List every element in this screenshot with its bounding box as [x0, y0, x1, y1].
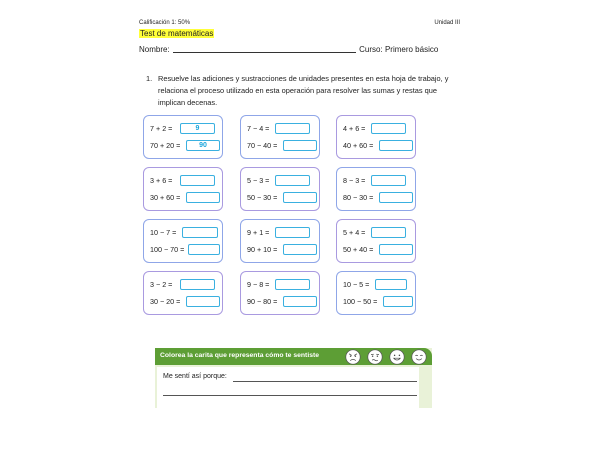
equation: 3 + 6 =	[150, 176, 173, 185]
instruction-text: Resuelve las adiciones y sustracciones de unidades presentes en esta hoja de trabajo, y relaciona el proceso utilizado en esta operación para resolver las sumas y restas que implican decenas.	[158, 74, 449, 107]
exercise-card	[336, 167, 416, 211]
answer-box[interactable]: 90	[186, 140, 220, 151]
feelings-banner	[155, 348, 432, 365]
reason-line-1[interactable]	[233, 381, 417, 382]
equation: 50 − 30 =	[247, 193, 278, 202]
unit-label: Unidad III	[434, 20, 460, 26]
equation: 7 − 4 =	[247, 124, 270, 133]
answer-box[interactable]	[379, 140, 413, 151]
equation: 9 + 1 =	[247, 228, 270, 237]
answer-box[interactable]	[371, 175, 406, 186]
answer-box[interactable]	[275, 123, 310, 134]
feelings-title: Colorea la carita que representa cómo te sentiste	[160, 352, 320, 359]
equation: 9 − 8 =	[247, 280, 270, 289]
answer-box[interactable]	[283, 140, 317, 151]
answer-box[interactable]	[275, 227, 310, 238]
angry-face-icon[interactable]	[345, 349, 361, 365]
name-label: Nombre:	[139, 45, 170, 54]
answer-box[interactable]	[188, 244, 220, 255]
exercise-card	[240, 271, 320, 315]
exercise-card	[336, 115, 416, 159]
equation: 100 − 50 =	[343, 297, 378, 306]
equation: 5 − 3 =	[247, 176, 270, 185]
exercise-card	[240, 219, 320, 263]
equation: 10 − 5 =	[343, 280, 370, 289]
reason-label: Me sentí así porque:	[163, 373, 227, 380]
instruction	[146, 73, 464, 109]
equation: 10 − 7 =	[150, 228, 177, 237]
answer-box[interactable]	[182, 227, 218, 238]
answer-box[interactable]	[379, 244, 413, 255]
exercise-card	[143, 271, 223, 315]
answer-box[interactable]	[186, 192, 220, 203]
answer-box[interactable]	[379, 192, 413, 203]
exercise-card	[143, 219, 223, 263]
answer-box[interactable]	[383, 296, 413, 307]
answer-box[interactable]	[371, 123, 406, 134]
reason-line-2[interactable]	[163, 395, 417, 396]
page-title: Test de matemáticas	[140, 29, 214, 38]
equation: 8 − 3 =	[343, 176, 366, 185]
answer-box[interactable]	[275, 279, 310, 290]
answer-box[interactable]	[283, 244, 317, 255]
student-info-line	[139, 44, 438, 54]
equation: 40 + 60 =	[343, 141, 374, 150]
equation: 80 − 30 =	[343, 193, 374, 202]
exercise-card	[240, 167, 320, 211]
content-face-icon[interactable]	[411, 349, 427, 365]
equation: 100 − 70 =	[150, 245, 185, 254]
exercise-card	[143, 115, 223, 159]
worried-face-icon[interactable]	[367, 349, 383, 365]
exercise-card	[336, 219, 416, 263]
exercise-card	[240, 115, 320, 159]
answer-box[interactable]	[180, 279, 215, 290]
feelings-body	[157, 367, 419, 408]
grade-label: Calificación 1: 50%	[139, 20, 191, 26]
exercise-card	[336, 271, 416, 315]
answer-box[interactable]	[371, 227, 406, 238]
instruction-number: 1.	[146, 74, 153, 83]
answer-box[interactable]	[275, 175, 310, 186]
course-label: Curso: Primero básico	[359, 45, 439, 54]
equation: 50 + 40 =	[343, 245, 374, 254]
answer-box[interactable]	[186, 296, 220, 307]
equation: 70 − 40 =	[247, 141, 278, 150]
answer-box[interactable]: 9	[180, 123, 215, 134]
equation: 30 + 60 =	[150, 193, 181, 202]
equation: 4 + 6 =	[343, 124, 366, 133]
exercise-card	[143, 167, 223, 211]
equation: 90 − 80 =	[247, 297, 278, 306]
equation: 70 + 20 =	[150, 141, 181, 150]
equation: 90 + 10 =	[247, 245, 278, 254]
equation: 7 + 2 =	[150, 124, 173, 133]
equation: 5 + 4 =	[343, 228, 366, 237]
answer-box[interactable]	[180, 175, 215, 186]
answer-box[interactable]	[283, 296, 317, 307]
feelings-section	[155, 348, 432, 408]
equation: 30 − 20 =	[150, 297, 181, 306]
answer-box[interactable]	[375, 279, 407, 290]
equation: 3 − 2 =	[150, 280, 173, 289]
faces-row	[345, 348, 427, 365]
name-field[interactable]	[173, 44, 356, 53]
happy-face-icon[interactable]	[389, 349, 405, 365]
answer-box[interactable]	[283, 192, 317, 203]
